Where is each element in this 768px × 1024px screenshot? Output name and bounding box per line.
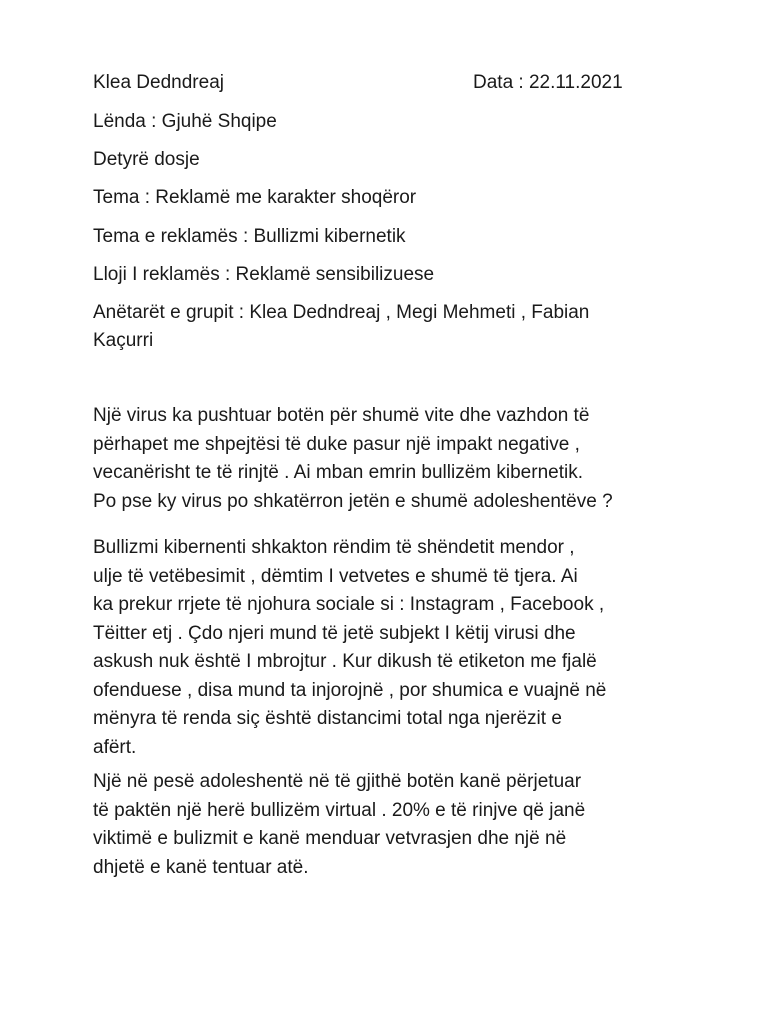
paragraph-line: vecanërisht te të rinjtë . Ai mban emrin bullizëm kibernetik. xyxy=(93,462,583,483)
topic-line: Tema : Reklamë me karakter shoqëror xyxy=(93,187,417,208)
body-paragraph-2 xyxy=(93,534,703,762)
paragraph-line: ka prekur rrjete të njohura sociale si : Instagram , Facebook , xyxy=(93,594,605,615)
group-members-line-continued: Kaçurri xyxy=(93,330,154,351)
paragraph-line: afërt. xyxy=(93,736,137,758)
paragraph-line: viktimë e bulizmit e kanë menduar vetvrasjen dhe një në xyxy=(93,828,567,849)
author-name: Klea Dedndreaj xyxy=(93,72,224,93)
paragraph-line: Bullizmi kibernenti shkakton rëndim të shëndetit mendor , xyxy=(93,537,575,558)
assignment-line: Detyrë dosje xyxy=(93,149,200,170)
body-paragraph-3 xyxy=(93,768,703,882)
document-date: Data : 22.11.2021 xyxy=(473,72,623,93)
paragraph-line: dhjetë e kanë tentuar atë. xyxy=(93,856,309,878)
paragraph-line: askush nuk është I mbrojtur . Kur dikush të etiketon me fjalë xyxy=(93,651,597,672)
ad-topic-line: Tema e reklamës : Bullizmi kibernetik xyxy=(93,226,406,247)
paragraph-line: Po pse ky virus po shkatërron jetën e shumë adoleshentëve ? xyxy=(93,490,613,512)
paragraph-line: Një në pesë adoleshentë në të gjithë botën kanë përjetuar xyxy=(93,771,582,792)
paragraph-line: ulje të vetëbesimit , dëmtim I vetvetes e shumë të tjera. Ai xyxy=(93,565,578,587)
subject-line: Lënda : Gjuhë Shqipe xyxy=(93,111,277,132)
paragraph-line: mënyra të renda siç është distancimi total nga njerëzit e xyxy=(93,708,562,729)
paragraph-line: Tëitter etj . Çdo njeri mund të jetë subjekt I këtij virusi dhe xyxy=(93,622,576,644)
paragraph-line: ofenduese , disa mund ta injorojnë , por shumica e vuajnë në xyxy=(93,679,607,701)
paragraph-line: të paktën një herë bullizëm virtual . 20% e të rinjve që janë xyxy=(93,799,586,821)
paragraph-line: Një virus ka pushtuar botën për shumë vite dhe vazhdon të xyxy=(93,405,590,426)
body-paragraph-1 xyxy=(93,402,703,516)
group-members-line: Anëtarët e grupit : Klea Dedndreaj , Megi Mehmeti , Fabian xyxy=(93,302,590,323)
paragraph-line: përhapet me shpejtësi të duke pasur një impakt negative , xyxy=(93,433,580,455)
ad-type-line: Lloji I reklamës : Reklamë sensibilizuese xyxy=(93,264,435,285)
